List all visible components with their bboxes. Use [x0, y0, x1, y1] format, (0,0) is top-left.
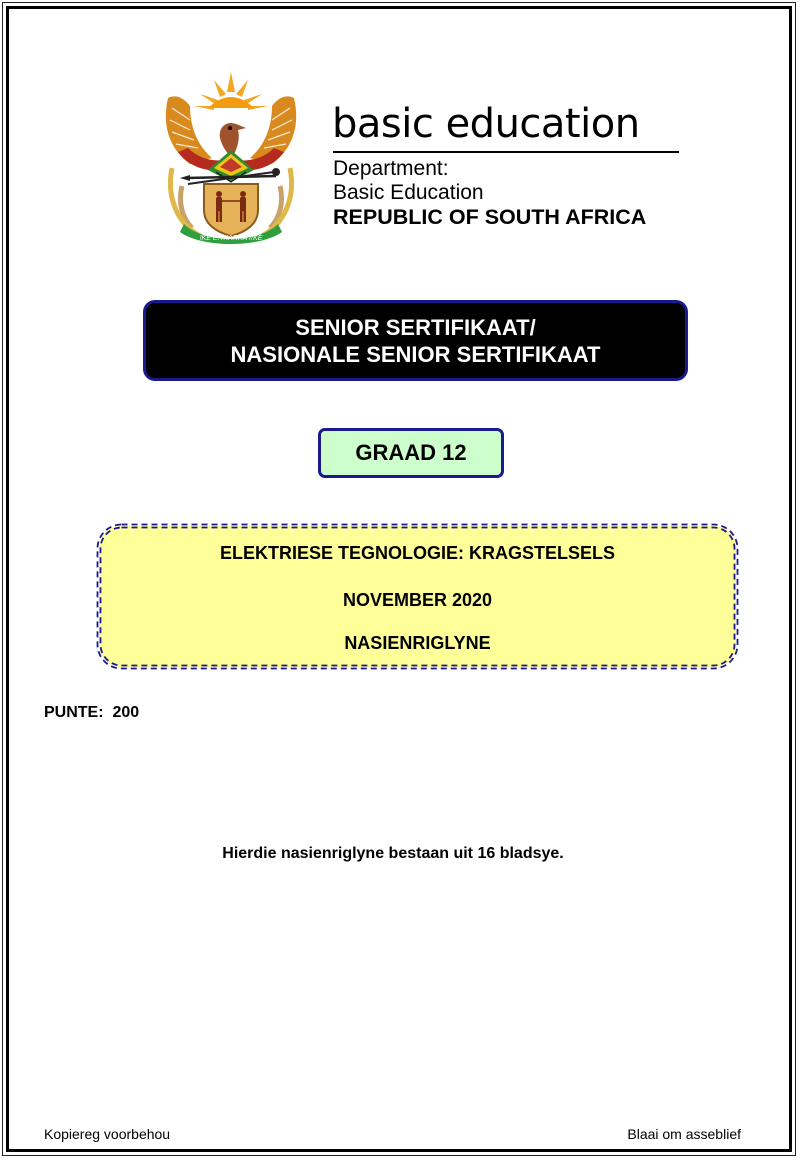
page-count-note: Hierdie nasienriglyne bestaan uit 16 bladsye. — [222, 845, 564, 862]
certificate-line-2: NASIONALE SENIOR SERTIFIKAAT — [230, 342, 601, 367]
motto-text: !KE E: /XARRA //KE — [199, 235, 263, 242]
exam-session: NOVEMBER 2020 — [342, 590, 493, 610]
department-label: Department: — [333, 157, 449, 180]
certificate-banner — [143, 300, 688, 381]
total-marks: PUNTE: 200 — [44, 704, 140, 721]
document-type: NASIENRIGLYNE — [344, 633, 491, 653]
brand-divider — [333, 151, 679, 153]
brand-block — [333, 100, 683, 229]
brand-title: basic education — [332, 101, 640, 147]
certificate-line-1: SENIOR SERTIFIKAAT/ — [295, 315, 536, 340]
footer-turn-page: Blaai om asseblief — [627, 1126, 741, 1142]
country-name: REPUBLIC OF SOUTH AFRICA — [333, 205, 647, 229]
subject-panel — [95, 522, 740, 671]
department-name: Basic Education — [333, 181, 484, 204]
coat-of-arms-icon — [160, 68, 302, 244]
footer-copyright: Kopiereg voorbehou — [44, 1126, 171, 1142]
grade-badge: GRAAD 12 — [318, 428, 504, 478]
subject-title: ELEKTRIESE TEGNOLOGIE: KRAGSTELSELS — [219, 543, 616, 563]
